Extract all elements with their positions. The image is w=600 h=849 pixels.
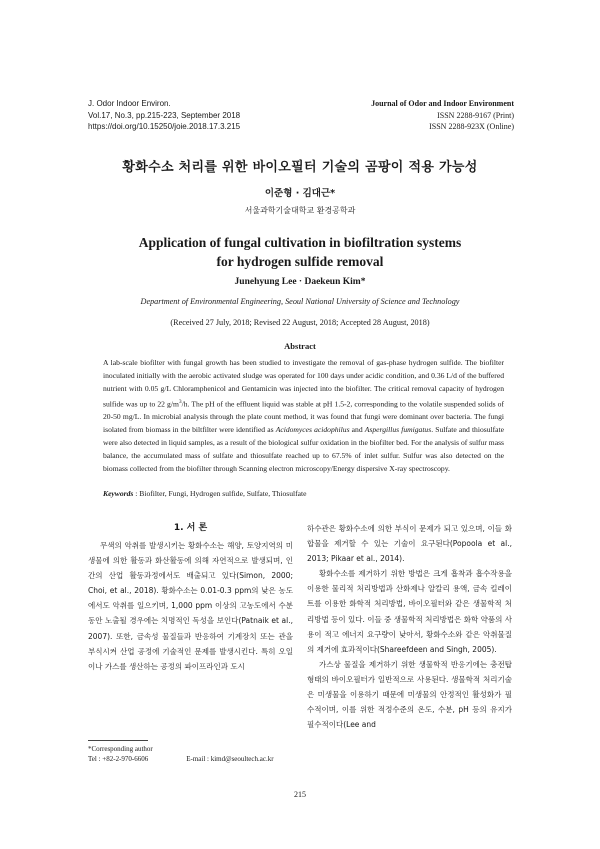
korean-authors: 이준형 · 김대근*: [264, 188, 336, 199]
contact-info: [88, 754, 274, 764]
keywords-label: Keywords: [103, 489, 134, 498]
paragraph: 황화수소를 제거하기 위한 방법은 크게 흡착과 흡수작용을 이용한 물리적 처리방법과 산화제나 알칼리 용액, 금속 킬레이트를 이용한 화학적 처리방법, 바이오필터와 같은 생물학적 처리방법 등이 있다. 이들 중 생물학적 처리방법은 화학 약품의 사용이 적고 에너지 요구량이 낮아서, 황화수소와 같은 악취물질의 제거에 효과적이다(Shareefdeen and Singh, 2005).: [307, 569, 512, 654]
page-number: 215: [294, 790, 306, 799]
body-column-left: [88, 538, 293, 674]
keywords-list: : Biofilter, Fungi, Hydrogen sulfide, Sulfate, Thiosulfate: [133, 489, 307, 498]
issn-online: ISSN 2288-923X (Online): [429, 122, 514, 131]
abstract-part-2: /h. The pH of the effluent liquid was stable at pH 1.5-2, corresponding to the volatile suspended solids of 20-50 mg/L. In microbial analysis through the plate count method, it was found that fungi were dominant over bacteria. The fungi isolated from biomass in the biltfilter were identified as: [103, 399, 504, 435]
body-column-right: [307, 521, 512, 732]
english-title: [60, 233, 540, 271]
section-title: 1. 서 론: [173, 523, 208, 533]
journal-name: Journal of Odor and Indoor Environment: [371, 99, 514, 108]
english-affiliation: Department of Environmental Engineering, Seoul National University of Science and Technology: [140, 297, 460, 306]
volume-info: Vol.17, No.3, pp.215-223, September 2018: [88, 110, 241, 120]
english-authors: Junehyung Lee · Daekeun Kim*: [234, 277, 366, 287]
telephone: Tel : +82-2-970-6606: [88, 755, 149, 763]
species-name-1: Acidomyces acidophilus: [275, 425, 350, 435]
abstract-part-1: A lab-scale biofilter with fungal growth has been studied to investigate the removal of gas-phase hydrogen sulfide. The biofilter inoculated initially with the aerobic activated sludge was operated for 100 days under acidic condition, and 0.36 L/d of the buffered nutrient with 0.05 g/L Chloramphenicol and Gentamicin was injected into the biofilter. The critical removal capacity of hydrogen sulfide was up to 22 g/m: [103, 358, 504, 409]
footnote-divider: [88, 740, 148, 741]
korean-affiliation: 서울과학기술대학교 환경공학과: [244, 206, 356, 215]
keywords: [103, 489, 504, 498]
abstract-part-4: . Sulfate and thiosulfate were also detected in liquid samples, as a result of the biological sulfur oxidation in the biofilter bed. For the analysis of sulfur mass balance, the accumulated mass of sulfate and thiosulfate reached up to 67.5% of inlet sulfur. Sulfur was also detected on the biomass collected from the biofilter through Scanning electron microscopy/Energy dispersive X-ray spectroscopy.: [103, 425, 505, 473]
paragraph-continued: 하수관은 황화수소에 의한 부식이 문제가 되고 있으며, 이들 화합물을 제거할 수 있는 기술이 요구된다(Popoola et al., 2013; Pikaar et al., 2014).: [307, 524, 512, 564]
received-dates: (Received 27 July, 2018; Revised 22 August, 2018; Accepted 28 August, 2018): [170, 318, 430, 327]
issn-print: ISSN 2288-9167 (Print): [437, 110, 514, 120]
paragraph: 무색의 악취를 발생시키는 황화수소는 해양, 토양지역의 미생물에 의한 활동과 화산활동에 의해 자연적으로 발생되며, 인간의 산업 활동과정에서도 배출되고 있다(Simon, 2000; Choi, et al., 2018). 황화수소는 0.01-0.3 ppm의 낮은 농도에서도 악취를 일으키며, 1,000 ppm 이상의 고농도에서 수분 동안 노출될 경우에는 치명적인 독성을 보인다(Patnaik et al., 2007). 또한, 금속성 물질들과 반응하여 기계장치 또는 관을 부식시켜 산업 공정에 기술적인 문제를 발생시킨다. 특히 오일이나 가스를 생산하는 공정의 파이프라인과 도시: [88, 541, 293, 671]
english-title-line-2: for hydrogen sulfide removal: [216, 254, 384, 269]
species-name-2: Aspergillus fumigatus: [364, 425, 432, 435]
journal-header-left: [88, 98, 240, 133]
journal-header-right: [371, 98, 514, 133]
korean-title: 황화수소 처리를 위한 바이오필터 기술의 곰팡이 적용 가능성: [122, 160, 478, 175]
english-title-line-1: Application of fungal cultivation in biofiltration systems: [138, 235, 462, 250]
email-address[interactable]: E-mail : kimd@seoultech.ac.kr: [186, 755, 274, 763]
abstract-part-3: and: [349, 425, 365, 435]
footnote: [88, 744, 274, 764]
corresponding-author-label: *Corresponding author: [88, 745, 153, 753]
abstract-heading: Abstract: [284, 341, 316, 351]
paragraph: 가스상 물질을 제거하기 위한 생물학적 반응기에는 충전탑 형태의 바이오필터가 일반적으로 사용된다. 생물학적 처리기술은 미생물을 이용하기 때문에 미생물의 안정적인 활성화가 필수적이며, 이를 위한 적정수준의 온도, 수분, pH 등의 유지가 필수적이다(Lee and: [307, 659, 512, 730]
doi-link[interactable]: https://doi.org/10.15250/joie.2018.17.3.215: [88, 122, 241, 131]
abstract-text: [103, 357, 504, 476]
journal-abbrev: J. Odor Indoor Environ.: [88, 99, 171, 108]
abstract-superscript: 3: [178, 398, 182, 405]
